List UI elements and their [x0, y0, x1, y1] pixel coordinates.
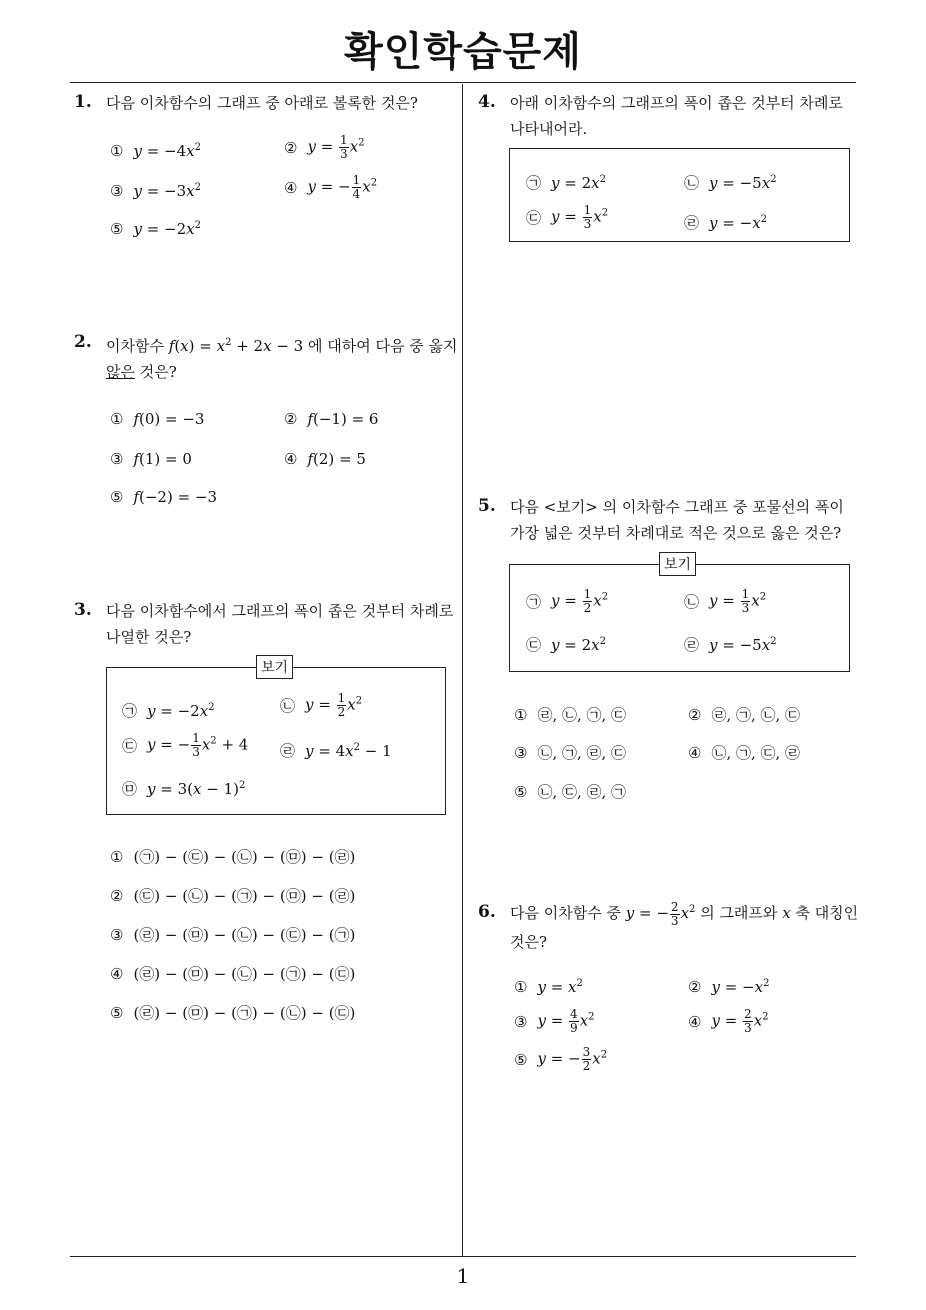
box-item: ㉠ y = $\frac{1}{2}$ $x^2$: [526, 587, 609, 615]
choice-1[interactable]: ① f(0) = −3: [110, 410, 205, 428]
box-item: ㉠ $y = -2x^2$: [122, 701, 215, 720]
question-text: 이차함수 $f(x) = x^2 + 2x - 3$ 에 대하여 다음 중 옳지 않은 것은?: [106, 337, 458, 381]
choice-1[interactable]: ① ㉣, ㉡, ㉠, ㉢: [514, 705, 627, 724]
page-number: 1: [456, 1264, 470, 1288]
choice-2[interactable]: ② (㉢) − (㉡) − (㉠) − (㉤) − (㉣): [110, 886, 356, 905]
box-item: ㉠ $y = 2x^2$: [526, 173, 606, 192]
box-item: ㉢ y = $\frac{1}{3}$ $x^2$: [526, 203, 609, 231]
choice-2[interactable]: ② $y = -x^2$: [688, 978, 770, 996]
choice-2[interactable]: ② ㉣, ㉠, ㉡, ㉢: [688, 705, 801, 724]
choice-5[interactable]: ⑤ y = − $\frac{3}{2}$ $x^2$: [514, 1045, 608, 1073]
box-item: ㉣ $y = -5x^2$: [684, 635, 777, 654]
choice-5[interactable]: ⑤ $y = -2x^2$: [110, 220, 201, 238]
box-item: ㉣ $y = -x^2$: [684, 213, 768, 232]
question-text: 다음 이차함수의 그래프 중 아래로 볼록한 것은?: [106, 94, 418, 112]
page-title: 확인학습문제: [344, 29, 582, 75]
example-box: [509, 564, 850, 672]
choice-4[interactable]: ④ (㉣) − (㉤) − (㉡) − (㉠) − (㉢): [110, 964, 356, 983]
bottom-rule: [70, 1256, 856, 1257]
choice-4[interactable]: ④ y = $\frac{2}{3}$ $x^2$: [688, 1007, 769, 1035]
question-number: 4.: [478, 92, 496, 112]
box-item: ㉢ y = − $\frac{1}{3}$ $x^2 + 4$: [122, 731, 249, 759]
box-item: ㉡ y = $\frac{1}{2}$ $x^2$: [280, 691, 363, 719]
choice-1[interactable]: ① $y = x^2$: [514, 978, 583, 996]
box-item: ㉡ $y = -5x^2$: [684, 173, 777, 192]
column-divider: [462, 84, 463, 1256]
example-box-label: 보기: [659, 552, 696, 576]
choice-5[interactable]: ⑤ ㉡, ㉢, ㉣, ㉠: [514, 782, 627, 801]
box-item: ㉣ $y = 4x^2 - 1$: [280, 741, 392, 760]
question-number: 2.: [74, 332, 92, 352]
box-item: ㉤ $y = 3(x - 1)^2$: [122, 779, 246, 798]
question-text: 다음 이차함수에서 그래프의 폭이 좁은 것부터 차례로 나열한 것은?: [106, 602, 454, 646]
choice-4[interactable]: ④ y = − $\frac{1}{4}$ $x^2$: [284, 173, 378, 201]
choice-5[interactable]: ⑤ f(−2) = −3: [110, 488, 218, 506]
choice-3[interactable]: ③ f(1) = 0: [110, 450, 192, 468]
choice-3[interactable]: ③ ㉡, ㉠, ㉣, ㉢: [514, 743, 627, 762]
box-item: ㉡ y = $\frac{1}{3}$ $x^2$: [684, 587, 767, 615]
question-text: 아래 이차함수의 그래프의 폭이 좁은 것부터 차례로 나타내어라.: [510, 94, 843, 138]
top-rule: [70, 82, 856, 83]
choice-2[interactable]: ② y = $\frac{1}{3}$ $x^2$: [284, 133, 365, 161]
question-number: 3.: [74, 600, 92, 620]
question-number: 1.: [74, 92, 92, 112]
choice-1[interactable]: ① $y = -4x^2$: [110, 142, 201, 160]
question-text: 다음 <보기> 의 이차함수 그래프 중 포물선의 폭이 가장 넓은 것부터 차례대로 적은 것으로 옳은 것은?: [510, 498, 844, 542]
box-item: ㉢ $y = 2x^2$: [526, 635, 606, 654]
example-box-label: 보기: [256, 655, 293, 679]
choice-4[interactable]: ④ ㉡, ㉠, ㉢, ㉣: [688, 743, 801, 762]
choice-2[interactable]: ② f(−1) = 6: [284, 410, 379, 428]
choice-5[interactable]: ⑤ (㉣) − (㉤) − (㉠) − (㉡) − (㉢): [110, 1003, 356, 1022]
choice-1[interactable]: ① (㉠) − (㉢) − (㉡) − (㉤) − (㉣): [110, 847, 356, 866]
choice-3[interactable]: ③ (㉣) − (㉤) − (㉡) − (㉢) − (㉠): [110, 925, 356, 944]
question-text: 다음 이차함수 중 y = − $\frac{2}{3}$ $x^2$ 의 그래프와 x 축 대칭인 것은?: [510, 899, 859, 951]
choice-3[interactable]: ③ $y = -3x^2$: [110, 182, 201, 200]
choice-4[interactable]: ④ f(2) = 5: [284, 450, 366, 468]
question-number: 6.: [478, 902, 496, 922]
choice-3[interactable]: ③ y = $\frac{4}{9}$ $x^2$: [514, 1007, 595, 1035]
question-number: 5.: [478, 496, 496, 516]
